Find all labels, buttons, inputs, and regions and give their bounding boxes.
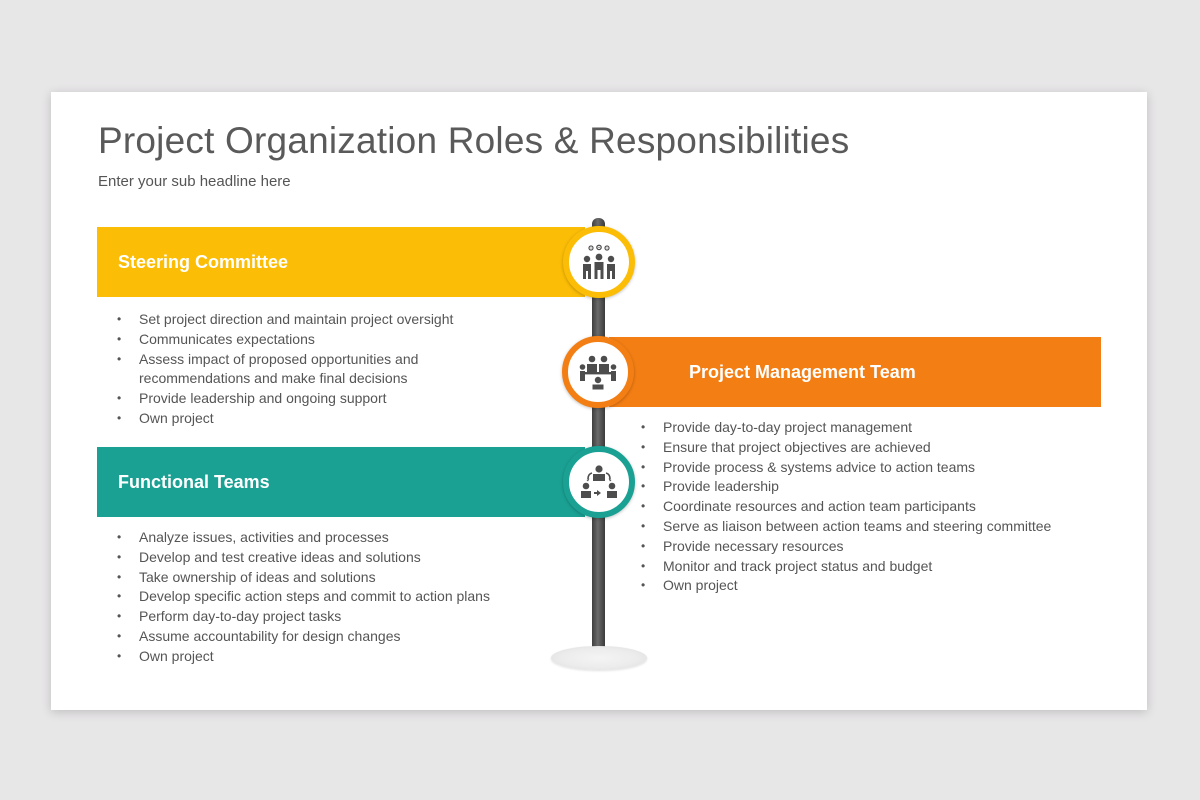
list-item: • Perform day-to-day project tasks: [117, 607, 517, 627]
list-item: • Provide leadership and ongoing support: [117, 389, 457, 409]
list-item: • Provide day-to-day project management: [641, 418, 1101, 438]
steering-committee-banner: [97, 227, 585, 297]
list-item: • Assess impact of proposed opportunities and recommendations and make final decisions: [117, 350, 457, 390]
signpost-base: [551, 646, 647, 670]
project-management-team-title: Project Management Team: [689, 361, 916, 382]
list-item: • Coordinate resources and action team participants: [641, 497, 1101, 517]
list-item: • Assume accountability for design changes: [117, 627, 517, 647]
functional-teams-list: [117, 528, 517, 667]
list-item: • Ensure that project objectives are achieved: [641, 438, 1101, 458]
project-management-team-list: [641, 418, 1101, 596]
steering-committee-list: [117, 310, 457, 429]
meeting-table-icon: [578, 354, 618, 390]
list-item: • Communicates expectations: [117, 330, 457, 350]
slide: [51, 92, 1147, 710]
list-item: • Analyze issues, activities and processes: [117, 528, 517, 548]
list-item: • Own project: [117, 409, 457, 429]
list-item: • Provide process & systems advice to action teams: [641, 458, 1101, 478]
list-item: • Develop specific action steps and commit to action plans: [117, 587, 517, 607]
team-gears-icon: [579, 244, 619, 280]
steering-committee-title: Steering Committee: [118, 251, 289, 272]
project-management-team-banner: [609, 337, 1101, 407]
page-title: Project Organization Roles & Responsibilities: [98, 120, 850, 161]
list-item: • Develop and test creative ideas and solutions: [117, 548, 517, 568]
functional-teams-banner: [97, 447, 585, 517]
team-exchange-icon: [579, 464, 619, 500]
list-item: • Provide necessary resources: [641, 537, 1101, 557]
project-management-team-badge: [562, 336, 634, 408]
page-subtitle: Enter your sub headline here: [98, 173, 291, 190]
list-item: • Set project direction and maintain project oversight: [117, 310, 457, 330]
list-item: • Monitor and track project status and budget: [641, 557, 1101, 577]
functional-teams-badge: [563, 446, 635, 518]
list-item: • Take ownership of ideas and solutions: [117, 568, 517, 588]
list-item: • Own project: [641, 576, 1101, 596]
list-item: • Serve as liaison between action teams and steering committee: [641, 517, 1101, 537]
list-item: • Provide leadership: [641, 477, 1101, 497]
list-item: • Own project: [117, 647, 517, 667]
steering-committee-badge: [563, 226, 635, 298]
functional-teams-title: Functional Teams: [118, 471, 270, 492]
